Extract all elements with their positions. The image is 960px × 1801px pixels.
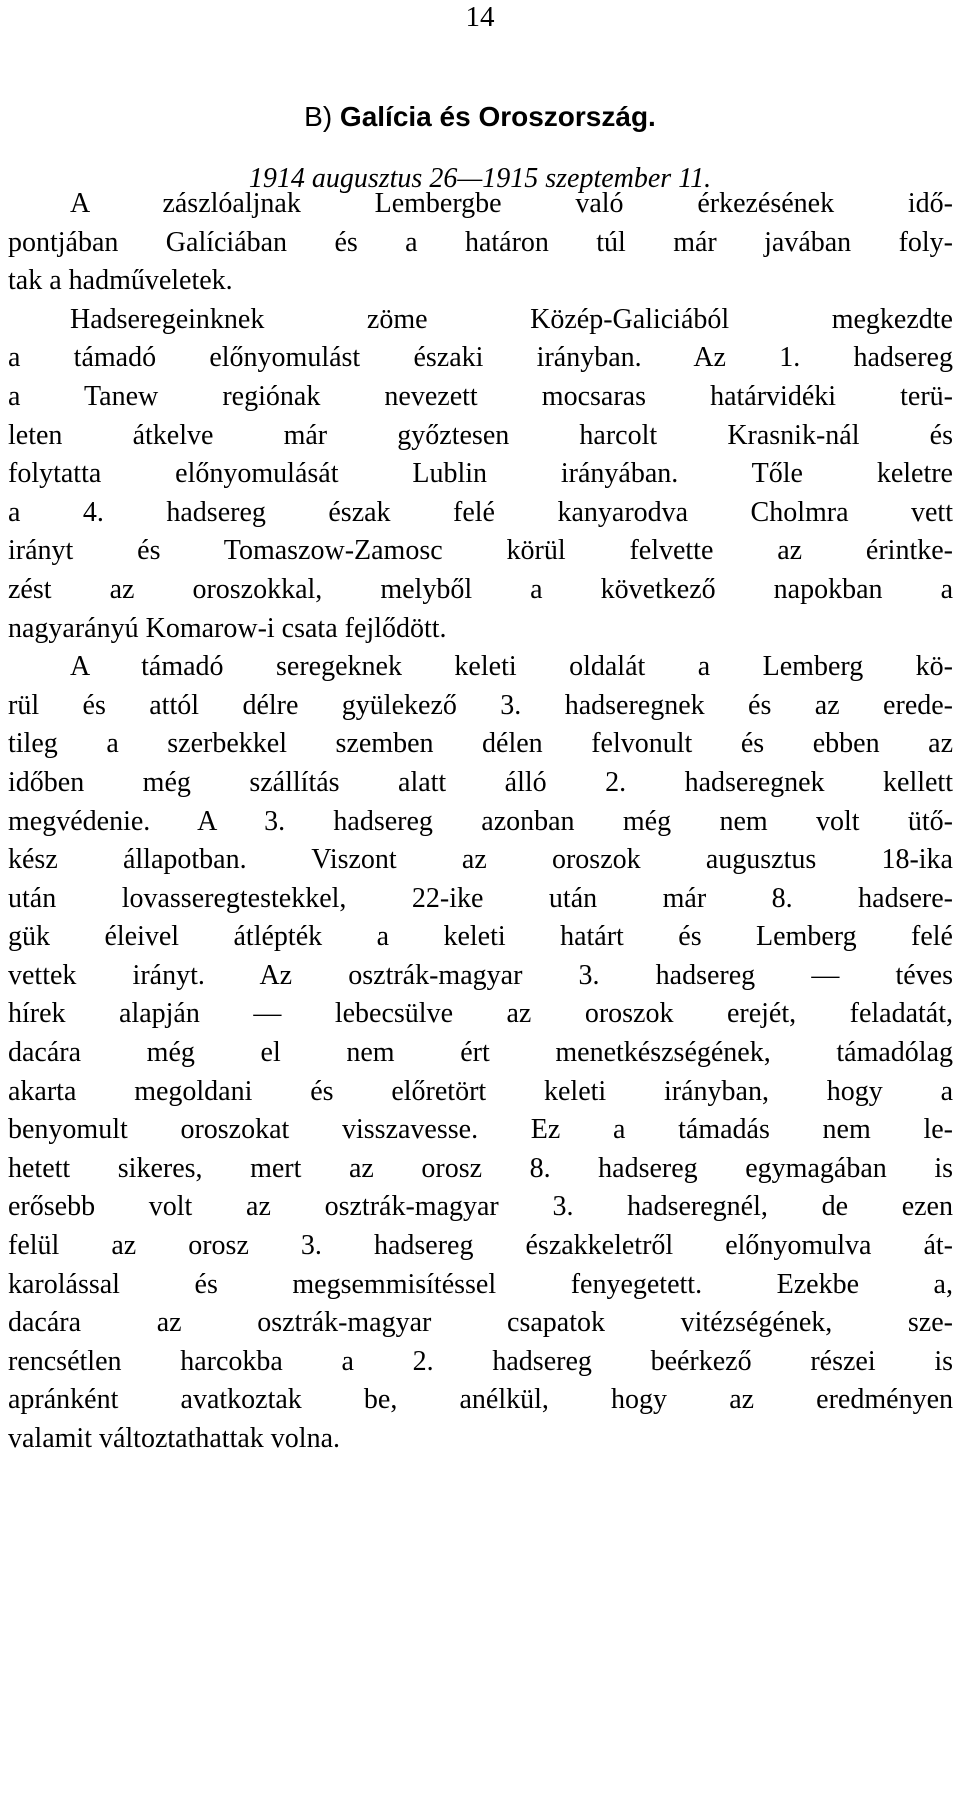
text-line: dacára még el nem ért menetkészségének, támadólag bbox=[8, 1037, 953, 1069]
section-title-prefix: B) bbox=[304, 101, 333, 132]
text-line: leten átkelve már győztesen harcolt Krasnik-nál és bbox=[8, 419, 953, 451]
text-line: A támadó seregeknek keleti oldalát a Lemberg kö- bbox=[70, 651, 953, 683]
text-line: irányt és Tomaszow-Zamosc körül felvette az érintke- bbox=[8, 535, 953, 567]
text-line: a 4. hadsereg észak felé kanyarodva Cholmra vett bbox=[8, 496, 953, 528]
section-title-main: Galícia és Oroszország. bbox=[339, 101, 656, 132]
text-line: vettek irányt. Az osztrák-magyar 3. hadsereg — téves bbox=[8, 959, 953, 991]
text-line: hetett sikeres, mert az orosz 8. hadsereg egymagában is bbox=[8, 1152, 953, 1184]
page-number: 14 bbox=[465, 1, 495, 33]
body-text bbox=[8, 185, 953, 1459]
text-line: a Tanew regiónak nevezett mocsaras határvidéki terü- bbox=[8, 380, 953, 412]
text-line: zést az oroszokkal, melyből a következő napokban a bbox=[8, 573, 953, 605]
text-line: időben még szállítás alatt álló 2. hadseregnek kellett bbox=[8, 766, 953, 798]
text-line: dacára az osztrák-magyar csapatok vitézségének, sze- bbox=[8, 1307, 953, 1339]
text-line: hírek alapján — lebecsülve az oroszok erejét, feladatát, bbox=[8, 998, 953, 1030]
text-line: akarta megoldani és előretört keleti irányban, hogy a bbox=[8, 1075, 953, 1107]
text-line: után lovasseregtestekkel, 22-ike után már 8. hadsere- bbox=[8, 882, 953, 914]
text-line: kész állapotban. Viszont az oroszok augusztus 18-ika bbox=[8, 844, 953, 876]
text-line: rencsétlen harcokba a 2. hadsereg beérkező részei is bbox=[8, 1345, 953, 1377]
text-line: karolással és megsemmisítéssel fenyegetett. Ezekbe a, bbox=[8, 1268, 953, 1300]
text-line: megvédenie. A 3. hadsereg azonban még nem volt ütő- bbox=[8, 805, 953, 837]
text-line: a támadó előnyomulást északi irányban. Az 1. hadsereg bbox=[8, 342, 953, 374]
text-line: pontjában Galíciában és a határon túl már javában foly- bbox=[8, 226, 953, 258]
section-dates: 1914 augusztus 26—1915 szeptember 11. bbox=[248, 163, 712, 194]
text-line: erősebb volt az osztrák-magyar 3. hadseregnél, de ezen bbox=[8, 1191, 953, 1223]
text-line: nagyarányú Komarow-i csata fejlődött. bbox=[8, 612, 447, 644]
text-line: felül az orosz 3. hadsereg északkeletről előnyomulva át- bbox=[8, 1230, 953, 1262]
text-line: benyomult oroszokat visszavesse. Ez a támadás nem le- bbox=[8, 1114, 953, 1146]
section-heading bbox=[0, 97, 960, 199]
text-line: folytatta előnyomulását Lublin irányában. Tőle keletre bbox=[8, 458, 953, 490]
text-line: apránként avatkoztak be, anélkül, hogy az eredményen bbox=[8, 1384, 953, 1416]
text-line: A zászlóaljnak Lembergbe való érkezésének idő- bbox=[70, 188, 953, 219]
section-title bbox=[0, 97, 960, 137]
text-line: tak a hadműveletek. bbox=[8, 265, 233, 297]
text-line: gük éleivel átlépték a keleti határt és Lemberg felé bbox=[8, 921, 953, 953]
text-line: valamit változtathattak volna. bbox=[8, 1423, 340, 1454]
text-line: Hadseregeinknek zöme Közép-Galiciából megkezdte bbox=[70, 303, 953, 335]
text-line: rül és attól délre gyülekező 3. hadseregnek és az erede- bbox=[8, 689, 953, 721]
text-line: tileg a szerbekkel szemben délen felvonult és ebben az bbox=[8, 728, 953, 760]
